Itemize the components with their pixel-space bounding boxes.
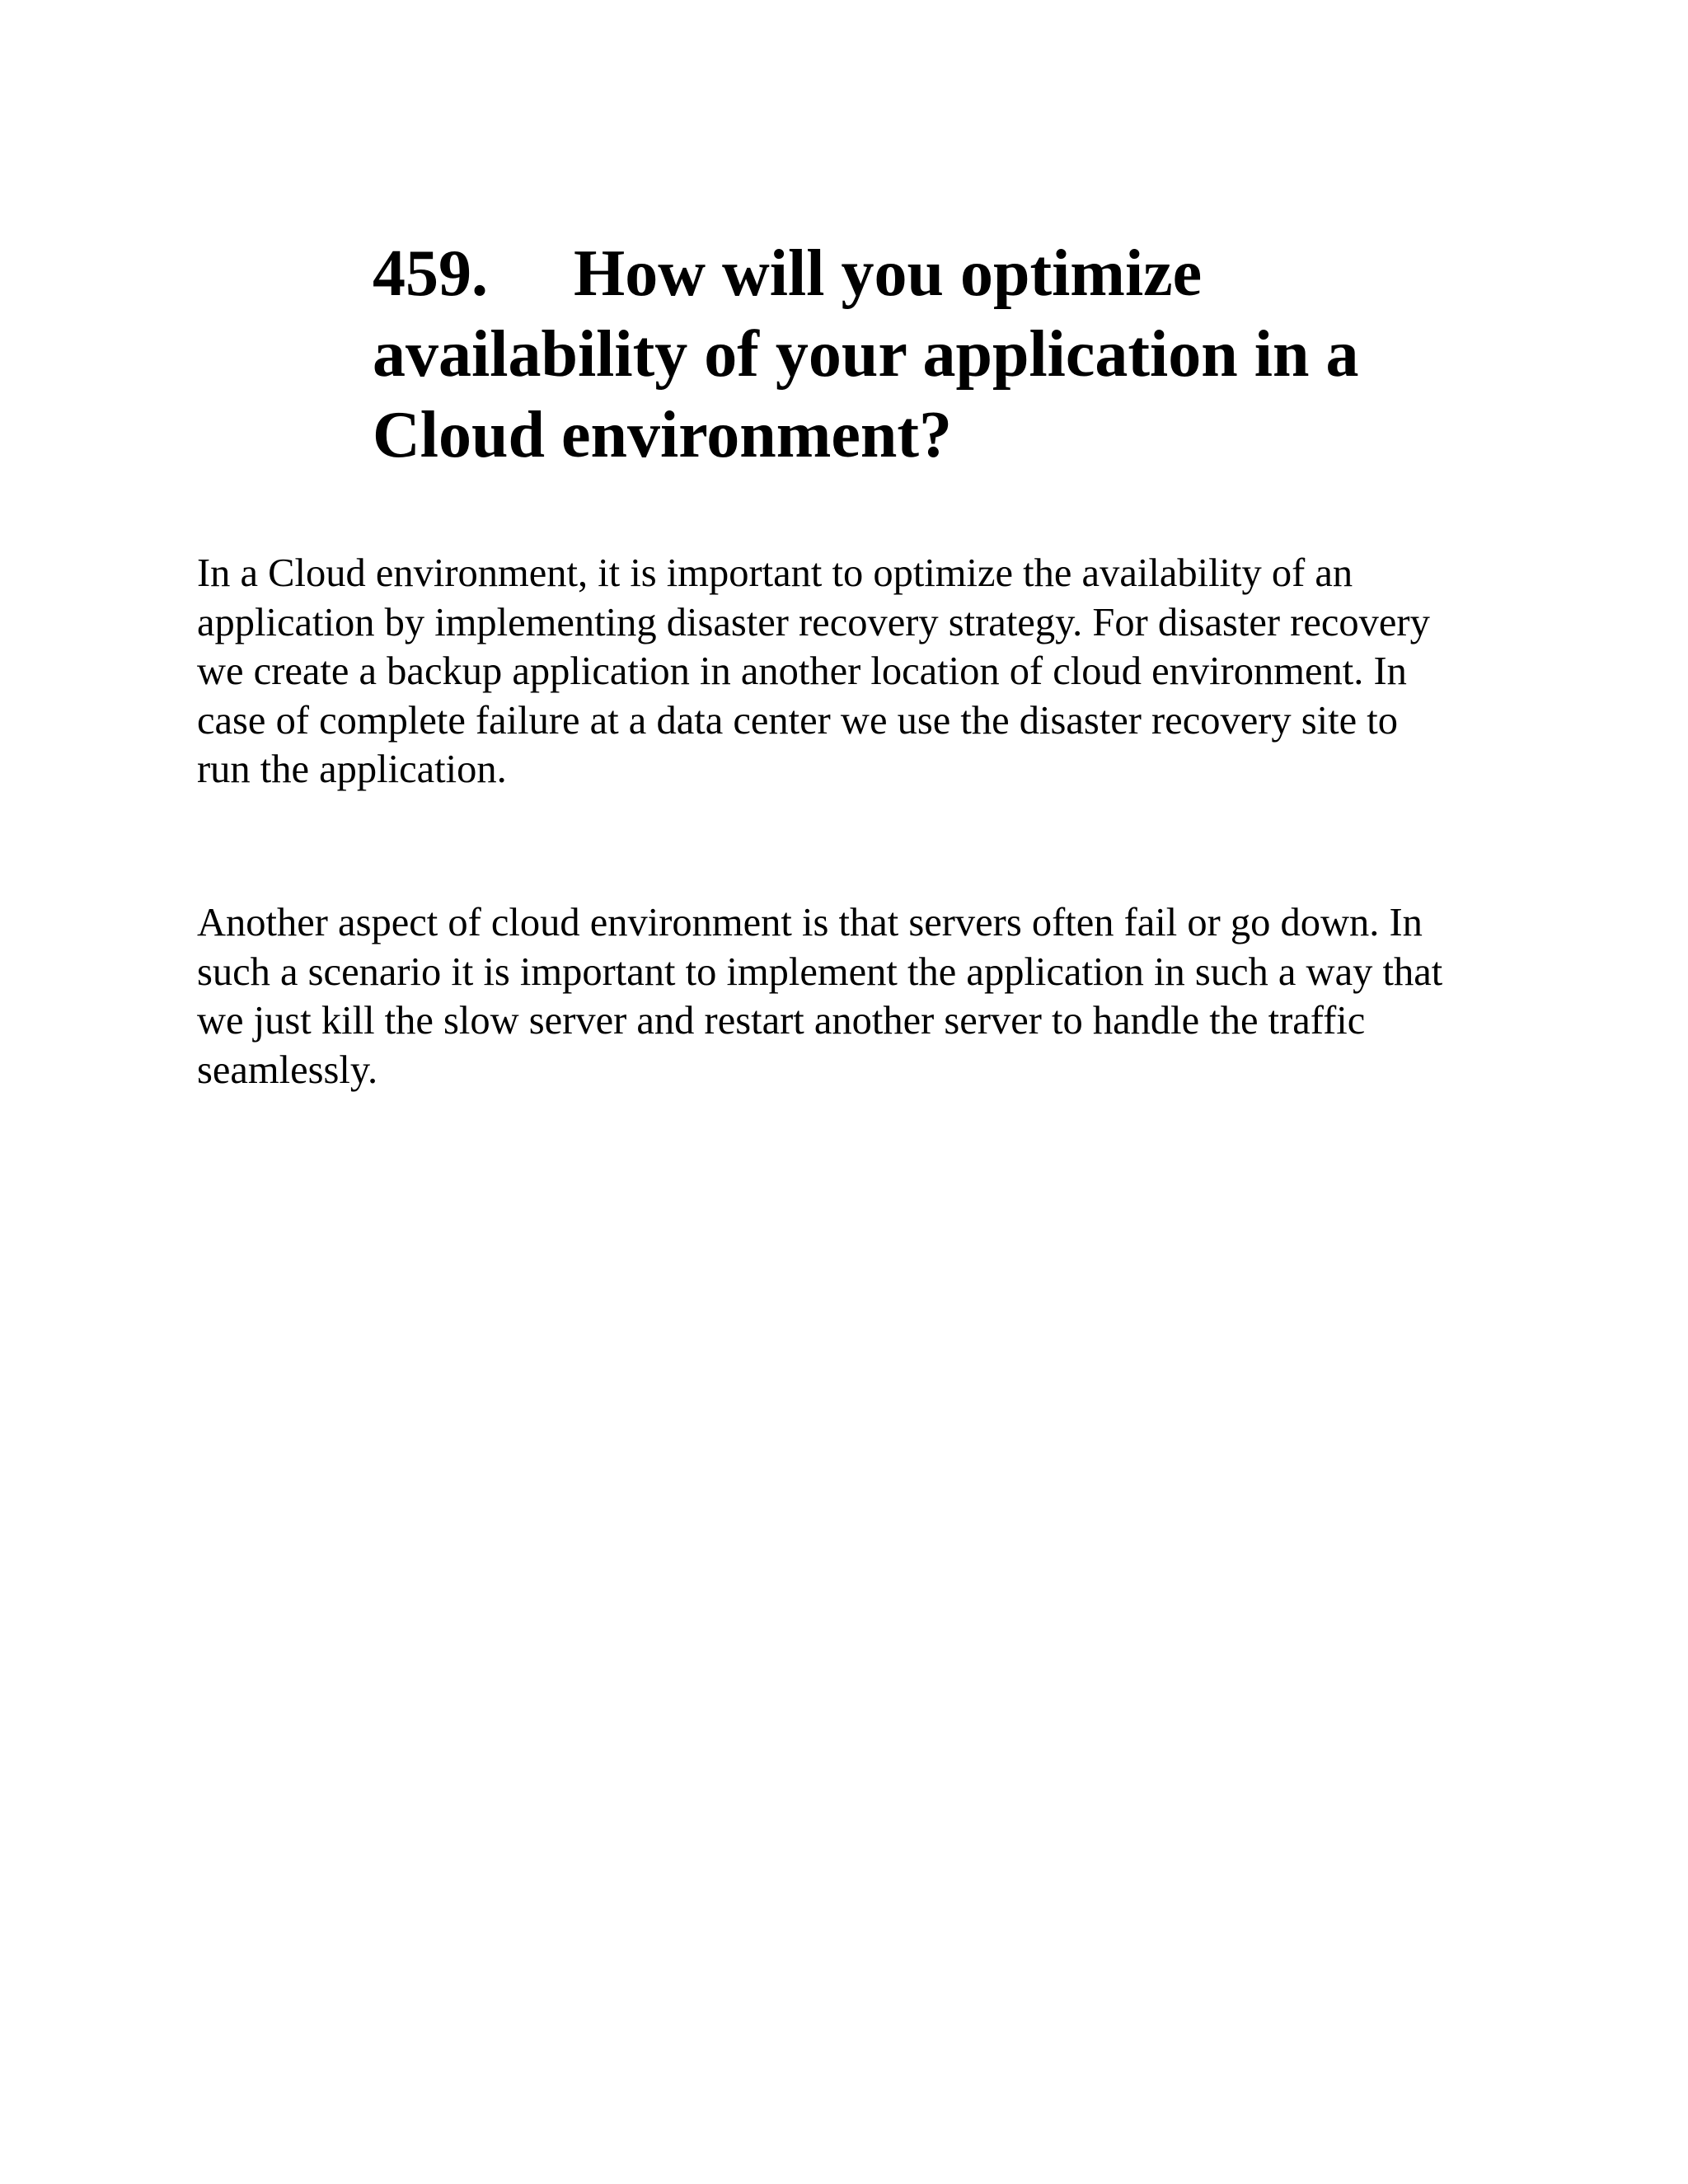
paragraph-line: In a Cloud environment, it is important to optimize the availability of an <box>197 551 1353 595</box>
paragraph-line: run the application. <box>197 748 507 791</box>
answer-paragraph-2 <box>197 898 1532 1094</box>
answer-paragraph-1 <box>197 549 1532 794</box>
paragraph-line: we create a backup application in another location of cloud environment. In <box>197 649 1407 693</box>
heading-line: How will you optimize <box>574 237 1203 310</box>
question-heading <box>373 233 1526 476</box>
heading-line: availability of your application in a <box>373 318 1359 391</box>
paragraph-line: we just kill the slow server and restart another server to handle the traffic <box>197 999 1366 1043</box>
heading-line: Cloud environment? <box>373 399 953 471</box>
paragraph-line: seamlessly. <box>197 1047 378 1092</box>
paragraph-line: application by implementing disaster recovery strategy. For disaster recovery <box>197 600 1430 644</box>
paragraph-line: Another aspect of cloud environment is that servers often fail or go down. In <box>197 901 1423 944</box>
paragraph-line: such a scenario it is important to implement the application in such a way that <box>197 949 1443 994</box>
question-number: 459. <box>373 237 488 310</box>
paragraph-line: case of complete failure at a data center we use the disaster recovery site to <box>197 698 1398 743</box>
